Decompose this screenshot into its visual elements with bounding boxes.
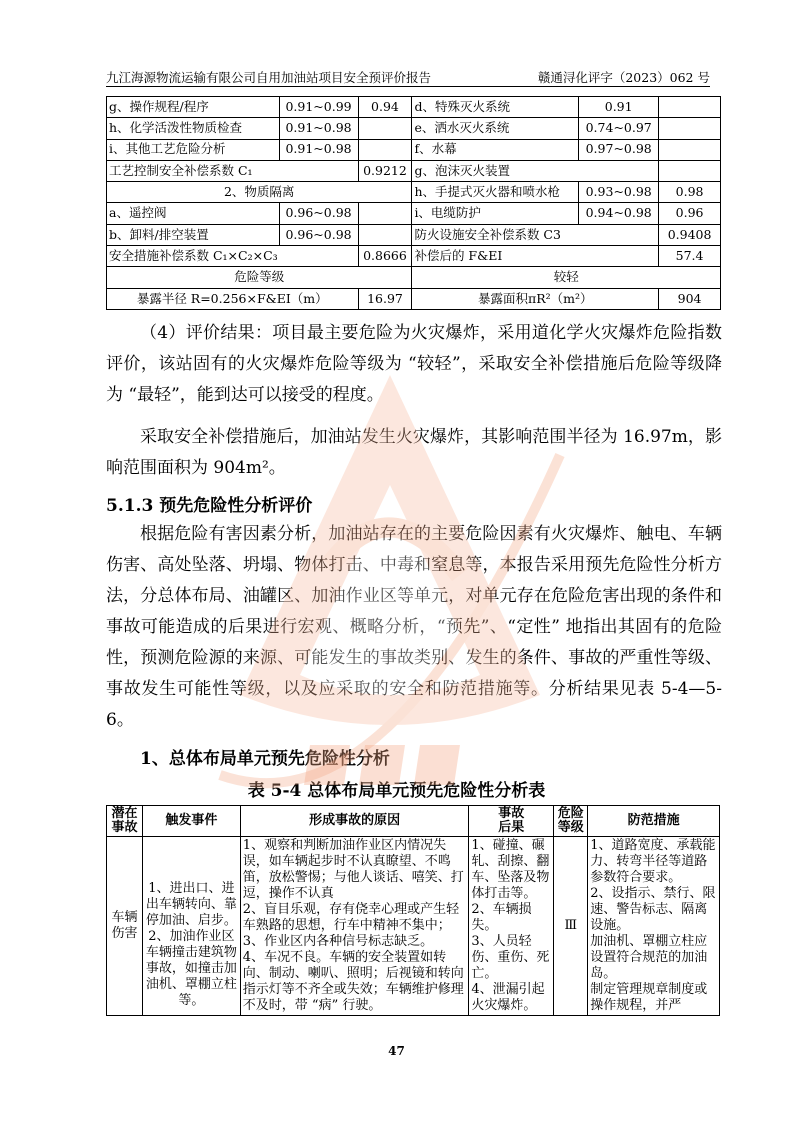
evaluation-result-paragraph: （4）评价结果：项目最主要危险为火灾爆炸，采用道化学火灾爆炸危险指数评价，该站固有的火灾爆炸危险等级为 “较轻”，采取安全补偿措施后危险等级降为 “最轻”，能到达可以接受的程度。: [106, 323, 722, 405]
table-cell: 0.96: [659, 203, 721, 224]
pha-method-paragraph: 根据危险有害因素分析，加油站存在的主要危险因素有火灾爆炸、触电、车辆伤害、高处坠落、坍塌、物体打击、中毒和窒息等，本报告采用预先危险性分析方法，分总体布局、油罐区、加油作业区等单元，对单元存在危险危害出现的条件和事故可能造成的后果进行宏观、概略分析，“预先”、“定性” 地指出其固有的危险性，预测危险源的来源、可能发生的事故类别、发生的条件、事故的严重性等级、事故发生可能性等级，以及应采取的安全和防范措施等。分析结果见表 5-4—5-6。: [106, 524, 722, 730]
table-cell: 904: [659, 288, 721, 309]
table-cell: [659, 97, 721, 118]
table-cell: i、其他工艺危险分析: [107, 139, 280, 160]
header-hazard-level: 危险 等级: [554, 806, 588, 837]
table-row: [107, 246, 721, 267]
header-trigger-event: 触发事件: [142, 806, 240, 837]
table-cell: 0.9212: [358, 160, 412, 181]
header-report-title: 九江海源物流运输有限公司自用加油站项目安全预评价报告: [106, 70, 432, 85]
table-cell: i、电缆防护: [412, 203, 579, 224]
table-cell: 0.94: [358, 97, 412, 118]
table-cell: 0.91: [579, 97, 659, 118]
header-report-number: 赣通浔化评字（2023）062 号: [537, 70, 710, 85]
table-cell: 0.91~0.98: [279, 139, 358, 160]
section-heading-5-1-3: 5.1.3 预先危险性分析评价: [106, 496, 313, 516]
table-cell: h、化学活泼性物质检查: [107, 118, 280, 139]
table-cell: 0.97~0.98: [579, 139, 659, 160]
header-cause: 形成事故的原因: [240, 806, 469, 837]
table-cell: 0.96~0.98: [279, 224, 358, 245]
table-cell: g、操作规程/程序: [107, 97, 280, 118]
table-cell: 较轻: [412, 267, 721, 288]
table-cell: f、水幕: [412, 139, 579, 160]
table-cell: h、手提式灭火器和喷水枪: [412, 182, 579, 203]
table-cell: b、卸料/排空装置: [107, 224, 280, 245]
table-cell: [659, 139, 721, 160]
table-row: [107, 160, 721, 181]
impact-range-paragraph: 采取安全补偿措施后，加油站发生火灾爆炸，其影响范围半径为 16.97m，影响范围面积为 904m²。: [106, 427, 722, 478]
table-row: [107, 224, 721, 245]
table-cell: 补偿后的 F&EI: [412, 246, 659, 267]
table-cell: [358, 203, 412, 224]
table-cell: 0.98: [659, 182, 721, 203]
table-cell: d、特殊灭火系统: [412, 97, 579, 118]
table-cell: 工艺控制安全补偿系数 C₁: [107, 160, 359, 181]
header-prevention-measures: 防范措施: [588, 806, 720, 837]
cell-accident: 车辆 伤害: [107, 837, 143, 1016]
page-number: 47: [388, 1044, 405, 1058]
compensation-factor-table: [106, 96, 721, 310]
cell-trigger: 1、进出口、进出车辆转向、靠停加油、启步。 2、加油作业区车辆撞击建筑物事故，如撞击加油机、罩棚立柱等。: [142, 837, 240, 1016]
table-row: [107, 118, 721, 139]
table-cell: 防火设施安全补偿系数 C3: [412, 224, 659, 245]
cell-measures: 1、道路宽度、承载能力、转弯半径等道路参数符合要求。 2、设指示、禁行、限速、警告标志、隔离设施。 加油机、罩棚立柱应设置符合规范的加油岛。 制定管理规章制度或操作规程，并严: [588, 837, 720, 1016]
table-cell: 0.91~0.98: [279, 118, 358, 139]
table-row: [107, 837, 720, 1016]
preliminary-hazard-analysis-table: [106, 805, 720, 1016]
table-cell: 57.4: [659, 246, 721, 267]
table-cell: [358, 118, 412, 139]
table-row: [107, 203, 721, 224]
cell-consequence: 1、碰撞、碾轧、刮擦、翻车、坠落及物体打击等。 2、车辆损失。 3、人员轻伤、重伤、死亡。 4、泄漏引起火灾爆炸。: [469, 837, 554, 1016]
table-cell: 0.96~0.98: [279, 203, 358, 224]
table-row: [107, 267, 721, 288]
table-cell: 安全措施补偿系数 C₁×C₂×C₃: [107, 246, 359, 267]
table-cell: 16.97: [358, 288, 412, 309]
table-header-row: [107, 806, 720, 837]
table-cell: 2、物质隔离: [107, 182, 412, 203]
table-cell: 0.93~0.98: [579, 182, 659, 203]
subsection-heading-layout-unit: 1、总体布局单元预先危险性分析: [140, 749, 390, 769]
table-cell: 0.91~0.99: [279, 97, 358, 118]
table-cell: 0.94~0.98: [579, 203, 659, 224]
header-potential-accident: 潜在 事故: [107, 806, 143, 837]
header-consequence: 事故 后果: [469, 806, 554, 837]
table-cell: [358, 224, 412, 245]
table-row: [107, 139, 721, 160]
table-cell: g、泡沫灭火装置: [412, 160, 659, 181]
table-cell: [659, 118, 721, 139]
cell-level: Ⅲ: [554, 837, 588, 1016]
table-cell: [358, 139, 412, 160]
table-row: [107, 97, 721, 118]
table-row: [107, 288, 721, 309]
table-cell: 暴露面积πR²（m²）: [412, 288, 659, 309]
page-header: [106, 66, 710, 87]
table-cell: 0.9408: [659, 224, 721, 245]
table-caption: 表 5-4 总体布局单元预先危险性分析表: [247, 781, 546, 801]
cell-cause: 1、观察和判断加油作业区内情况失误，如车辆起步时不认真瞭望、不鸣笛，放松警惕；与他人谈话、嘻笑、打逗，操作不认真 2、盲目乐观，存有侥幸心理或产生轻车熟路的思想，行车中精神不集中； 3、作业区内各种信号标志缺乏。 4、车况不良。车辆的安全装置如转向、制动、喇叭、照明；后视镜和转向指示灯等不齐全或失效；车辆维护修理不及时，带 “病” 行驶。: [240, 837, 469, 1016]
table-cell: e、洒水灭火系统: [412, 118, 579, 139]
table-cell: [659, 160, 721, 181]
table-cell: 0.74~0.97: [579, 118, 659, 139]
table-cell: 危险等级: [107, 267, 412, 288]
table-cell: a、遥控阀: [107, 203, 280, 224]
table-cell: 暴露半径 R=0.256×F&EI（m）: [107, 288, 359, 309]
table-row: [107, 182, 721, 203]
table-cell: 0.8666: [358, 246, 412, 267]
